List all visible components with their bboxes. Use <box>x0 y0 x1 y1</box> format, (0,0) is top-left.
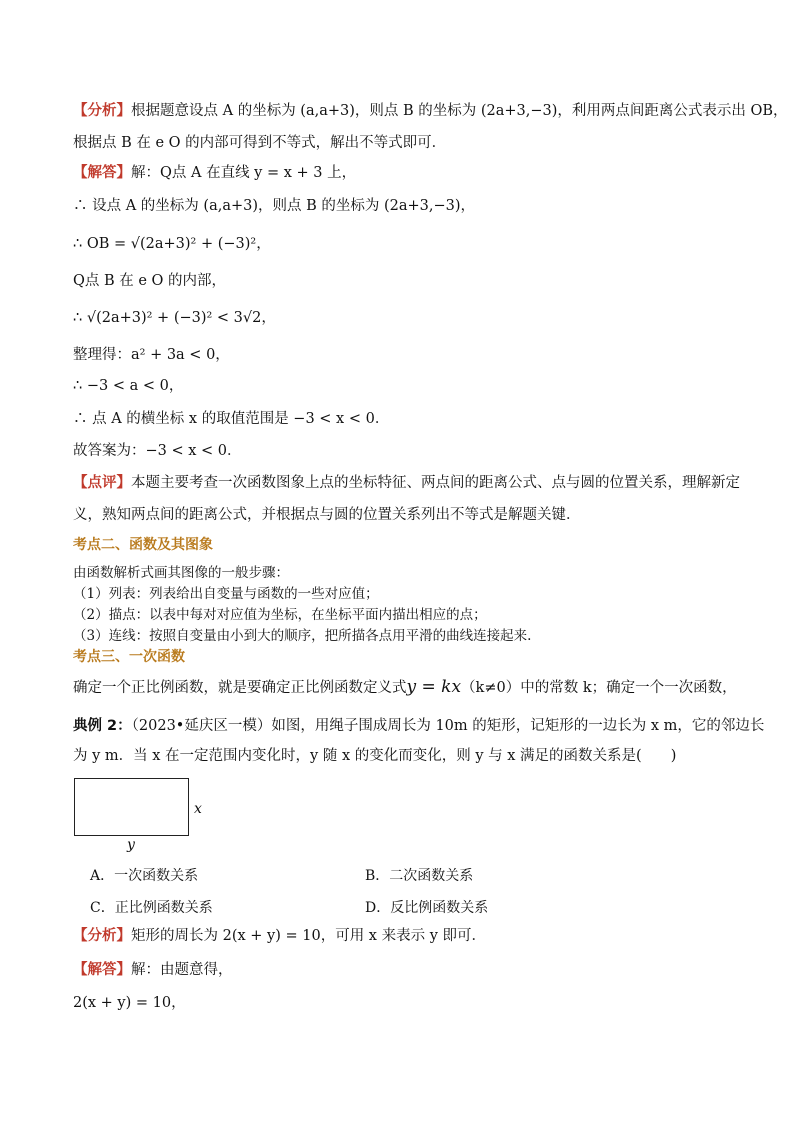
section-3-title: 考点三、一次函数 <box>73 649 185 665</box>
rectangle-figure <box>74 778 189 836</box>
comment-text-1: 本题主要考查一次函数图象上点的坐标特征、两点间的距离公式、点与圆的位置关系，理解新定 <box>131 475 740 491</box>
section-2-step-3: （3）连线：按照自变量由小到大的顺序，把所描各点用平滑的曲线连接起来. <box>73 628 532 644</box>
section-2-title: 考点二、函数及其图象 <box>73 537 213 553</box>
section-2-intro: 由函数解析式画其图像的一般步骤： <box>73 565 289 581</box>
option-d: D．反比例函数关系 <box>365 900 489 916</box>
solution-2-tag: 【解答】 <box>73 962 131 978</box>
comment-line-2: 义，熟知两点间的距离公式，并根据点与圆的位置关系列出不等式是解题关键． <box>73 507 581 523</box>
comment-tag: 【点评】 <box>73 475 131 491</box>
option-c: C．正比例函数关系 <box>90 900 213 916</box>
option-a: A．一次函数关系 <box>90 868 199 884</box>
solution-line-8: ∴ 点 A 的横坐标 x 的取值范围是 −3 < x < 0． <box>73 411 390 427</box>
analysis-tag: 【分析】 <box>73 103 131 119</box>
analysis-2-line <box>73 926 486 946</box>
option-b: B．二次函数关系 <box>365 868 474 884</box>
section-3-text-b: （k≠0）中的常数 k；确定一个一次函数， <box>461 680 737 696</box>
analysis-2-text: 矩形的周长为 2(x + y) = 10，可用 x 来表示 y 即可． <box>131 928 487 944</box>
solution-tag: 【解答】 <box>73 165 131 181</box>
solution-text-1: 解：Q点 A 在直线 y = x + 3 上， <box>131 165 357 181</box>
solution-line-4: Q点 B 在 e O 的内部， <box>73 273 227 289</box>
analysis-line-2: 根据点 B 在 e O 的内部可得到不等式，解出不等式即可． <box>73 135 447 151</box>
solution-line-5: ∴ √(2a+3)² + (−3)² < 3√2， <box>73 310 276 326</box>
section-3-text <box>73 677 737 698</box>
solution-line-9: 故答案为：−3 < x < 0． <box>73 443 242 459</box>
comment-line-1 <box>73 473 740 493</box>
example-2-text-1: （2023•延庆区一模）如图，用绳子围成周长为 10m 的矩形，记矩形的一边长为 x m，它的邻边长 <box>131 718 765 734</box>
example-2-line-1 <box>73 716 764 736</box>
figure-label-x: x <box>194 801 202 817</box>
figure-label-y: y <box>127 837 135 853</box>
section-3-text-a: 确定一个正比例函数，就是要确定正比例函数定义式 <box>73 680 407 696</box>
section-3-formula: y = kx <box>406 677 462 697</box>
solution-line-6: 整理得：a² + 3a < 0， <box>73 347 230 363</box>
example-2-label: 典例 2： <box>73 718 132 734</box>
solution-line-1 <box>73 163 356 183</box>
solution-line-3: ∴ OB = √(2a+3)² + (−3)²， <box>73 236 271 252</box>
example-2-line-2: 为 y m．当 x 在一定范围内变化时，y 随 x 的变化而变化，则 y 与 x 满足的函数关系是( ) <box>73 748 677 764</box>
solution-2-line-1 <box>73 960 233 980</box>
solution-line-2: ∴ 设点 A 的坐标为 (a,a+3)，则点 B 的坐标为 (2a+3,−3)， <box>73 198 476 214</box>
analysis-line-1 <box>73 101 788 121</box>
solution-2-line-2: 2(x + y) = 10， <box>73 995 186 1011</box>
solution-2-text-1: 解：由题意得， <box>131 962 233 978</box>
solution-line-7: ∴ −3 < a < 0， <box>73 378 184 394</box>
section-2-step-2: （2）描点：以表中每对对应值为坐标，在坐标平面内描出相应的点； <box>73 607 487 623</box>
section-2-step-1: （1）列表：列表给出自变量与函数的一些对应值； <box>73 586 379 602</box>
analysis-2-tag: 【分析】 <box>73 928 131 944</box>
analysis-text-1: 根据题意设点 A 的坐标为 (a,a+3)，则点 B 的坐标为 (2a+3,−3)，利用两点间距离公式表示出 OB， <box>131 103 788 119</box>
